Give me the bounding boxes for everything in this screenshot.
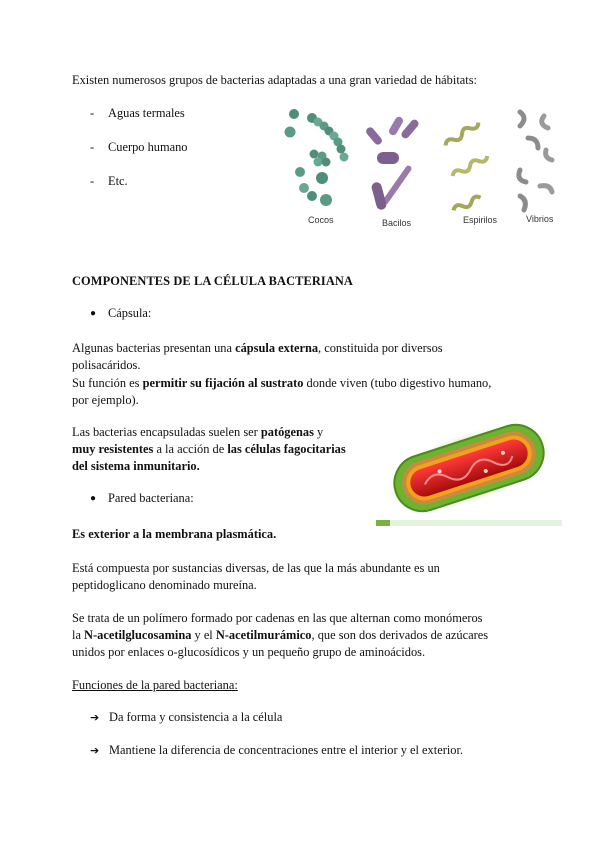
- intro-text: Existen numerosos grupos de bacterias adaptadas a una gran variedad de hábitats:: [72, 73, 477, 87]
- bullet-icon: ●: [90, 493, 97, 504]
- pared-bullet-text: Pared bacteriana:: [108, 491, 194, 505]
- funciones-title: Funciones de la pared bacteriana:: [72, 678, 238, 692]
- spirilla-illustration: [444, 120, 489, 213]
- capsula-line: muy resistentes a la acción de las células fagocitarias: [72, 442, 346, 456]
- capsula-bullet-text: Cápsula:: [108, 306, 152, 320]
- pared-line: peptidoglicano denominado mureína.: [72, 578, 257, 592]
- vibrios-label: Vibrios: [526, 214, 554, 224]
- list-item: Etc.: [108, 174, 128, 188]
- capsula-line: polisacáridos.: [72, 358, 141, 372]
- bacteria-shapes-figure: [282, 104, 564, 230]
- list-dash: -: [90, 140, 95, 154]
- pared-line: Está compuesta por sustancias diversas, de las que la más abundante es un: [72, 561, 440, 575]
- pared-line: la N-acetilglucosamina y el N-acetilmurámico, que son dos derivados de azúcares: [72, 628, 489, 642]
- cocci-illustration: [285, 109, 349, 206]
- bullet-icon: ●: [90, 308, 97, 319]
- arrow-icon: ➔: [90, 711, 100, 724]
- list-item: Cuerpo humano: [108, 140, 188, 154]
- list-dash: -: [90, 174, 95, 188]
- capsula-line: Algunas bacterias presentan una cápsula externa, constituida por diversos: [72, 341, 443, 355]
- pared-definition: Es exterior a la membrana plasmática.: [72, 527, 277, 541]
- cocci-label: Cocos: [308, 215, 334, 225]
- pared-line: Se trata de un polímero formado por cadenas en las que alternan como monómeros: [72, 611, 483, 625]
- vibrios-illustration: [519, 112, 552, 210]
- spirilla-label: Espirilos: [463, 215, 498, 225]
- list-dash: -: [90, 106, 95, 120]
- pared-line: unidos por enlaces o-glucosídicos y un pequeño grupo de aminoácidos.: [72, 645, 426, 659]
- arrow-icon: ➔: [90, 744, 100, 757]
- capsula-line: Las bacterias encapsuladas suelen ser patógenas y: [72, 425, 324, 439]
- bacilli-label: Bacilos: [382, 218, 412, 228]
- bacilli-illustration: [365, 115, 421, 210]
- list-item: Aguas termales: [108, 106, 185, 120]
- funcion-item: Da forma y consistencia a la célula: [109, 710, 283, 724]
- bacterial-cell-figure: [374, 410, 564, 528]
- capsula-line: por ejemplo).: [72, 393, 139, 407]
- capsula-line: Su función es permitir su fijación al sustrato donde viven (tubo digestivo humano,: [72, 376, 492, 390]
- capsula-line: del sistema inmunitario.: [72, 459, 200, 473]
- section-heading: COMPONENTES DE LA CÉLULA BACTERIANA: [72, 274, 353, 288]
- funcion-item: Mantiene la diferencia de concentraciones entre el interior y el exterior.: [109, 743, 463, 757]
